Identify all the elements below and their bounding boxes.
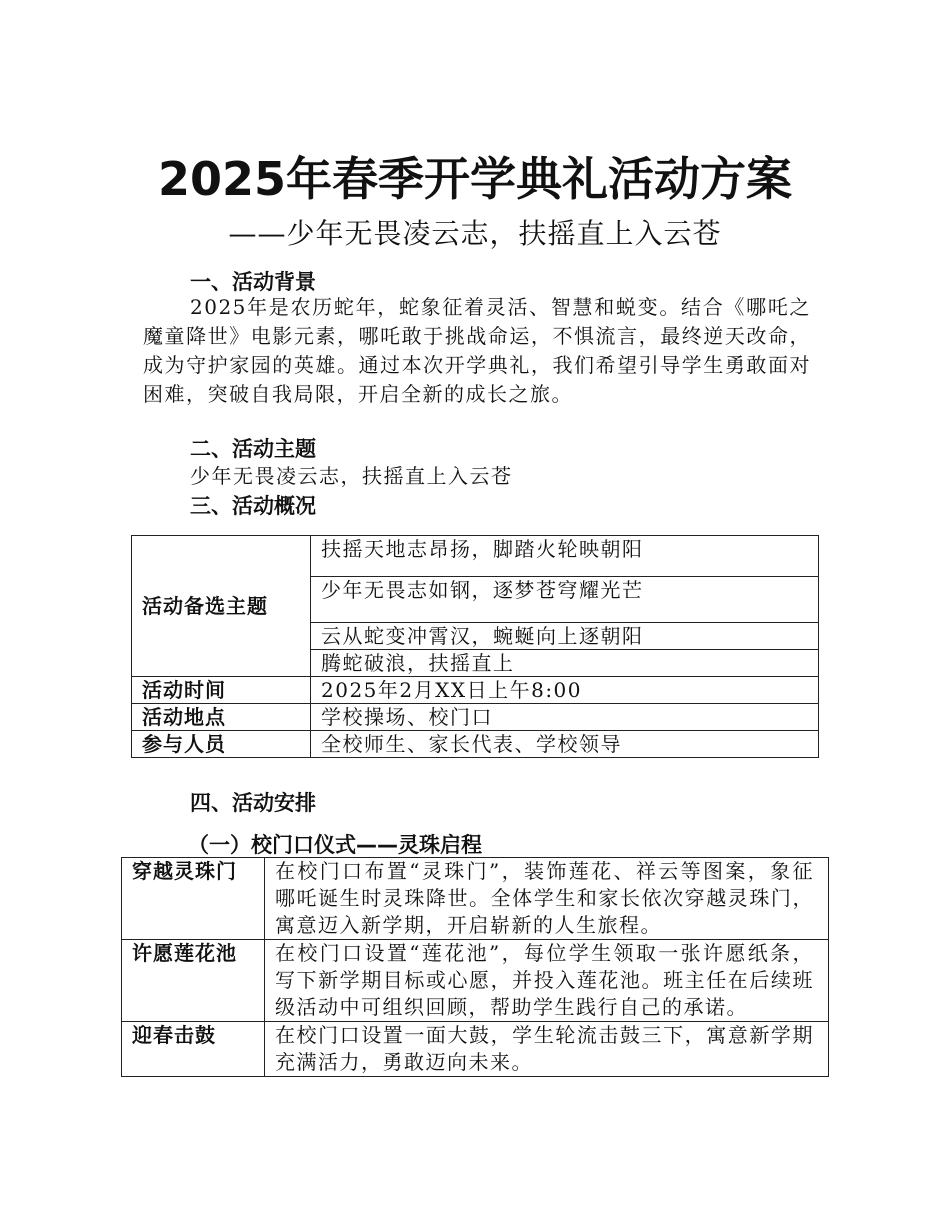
section-heading-theme: 二、活动主题: [190, 437, 316, 461]
section-heading-schedule: 四、活动安排: [190, 791, 316, 815]
gate-ceremony-table: [121, 857, 829, 1077]
background-paragraph: 2025年是农历蛇年，蛇象征着灵活、智慧和蜕变。结合《哪吒之魔童降世》电影元素，哪吒敢于挑战命运，不惧流言，最终逆天改命，成为守护家园的英雄。通过本次开学典礼，我们希望引导学生勇敢面对困难，突破自我局限，开启全新的成长之旅。: [143, 295, 811, 406]
subsection-heading-gate: （一）校门口仪式——灵珠启程: [188, 833, 482, 857]
time-value: 2025年2月XX日上午8:00: [311, 677, 819, 704]
time-label: 活动时间: [132, 677, 311, 704]
theme-text: 少年无畏凌云志，扶摇直上入云苍: [190, 464, 513, 488]
location-value: 学校操场、校门口: [311, 704, 819, 731]
table-row: [132, 731, 819, 758]
gate-item-label: 穿越灵珠门: [122, 858, 265, 940]
table-row: [122, 858, 829, 940]
overview-table: [131, 535, 819, 758]
table-row: [132, 536, 819, 577]
alt-theme-cell: 云从蛇变冲霄汉，蜿蜒向上逐朝阳: [311, 623, 819, 650]
document-title: 2025年春季开学典礼活动方案: [157, 152, 793, 206]
document-subtitle: ——少年无畏凌云志，扶摇直上入云苍: [228, 217, 722, 250]
gate-item-label: 迎春击鼓: [122, 1022, 265, 1077]
participants-value: 全校师生、家长代表、学校领导: [311, 731, 819, 758]
location-label: 活动地点: [132, 704, 311, 731]
table-row: [132, 704, 819, 731]
alt-theme-cell: 扶摇天地志昂扬，脚踏火轮映朝阳: [311, 536, 819, 577]
alt-theme-cell: 腾蛇破浪，扶摇直上: [311, 650, 819, 677]
table-row: [132, 677, 819, 704]
gate-item-description: 在校门口设置“莲花池”，每位学生领取一张许愿纸条，写下新学期目标或心愿，并投入莲花池。班主任在后续班级活动中可组织回顾，帮助学生践行自己的承诺。: [265, 940, 829, 1022]
gate-item-label: 许愿莲花池: [122, 940, 265, 1022]
alt-themes-label: 活动备选主题: [132, 536, 311, 677]
participants-label: 参与人员: [132, 731, 311, 758]
section-heading-background: 一、活动背景: [190, 270, 316, 294]
gate-item-description: 在校门口布置“灵珠门”，装饰莲花、祥云等图案，象征哪吒诞生时灵珠降世。全体学生和家长依次穿越灵珠门，寓意迈入新学期，开启崭新的人生旅程。: [265, 858, 829, 940]
alt-theme-cell: 少年无畏志如钢，逐梦苍穹耀光芒: [311, 577, 819, 623]
table-row: [122, 940, 829, 1022]
table-row: [122, 1022, 829, 1077]
section-heading-overview: 三、活动概况: [190, 494, 316, 518]
gate-item-description: 在校门口设置一面大鼓，学生轮流击鼓三下，寓意新学期充满活力，勇敢迈向未来。: [265, 1022, 829, 1077]
